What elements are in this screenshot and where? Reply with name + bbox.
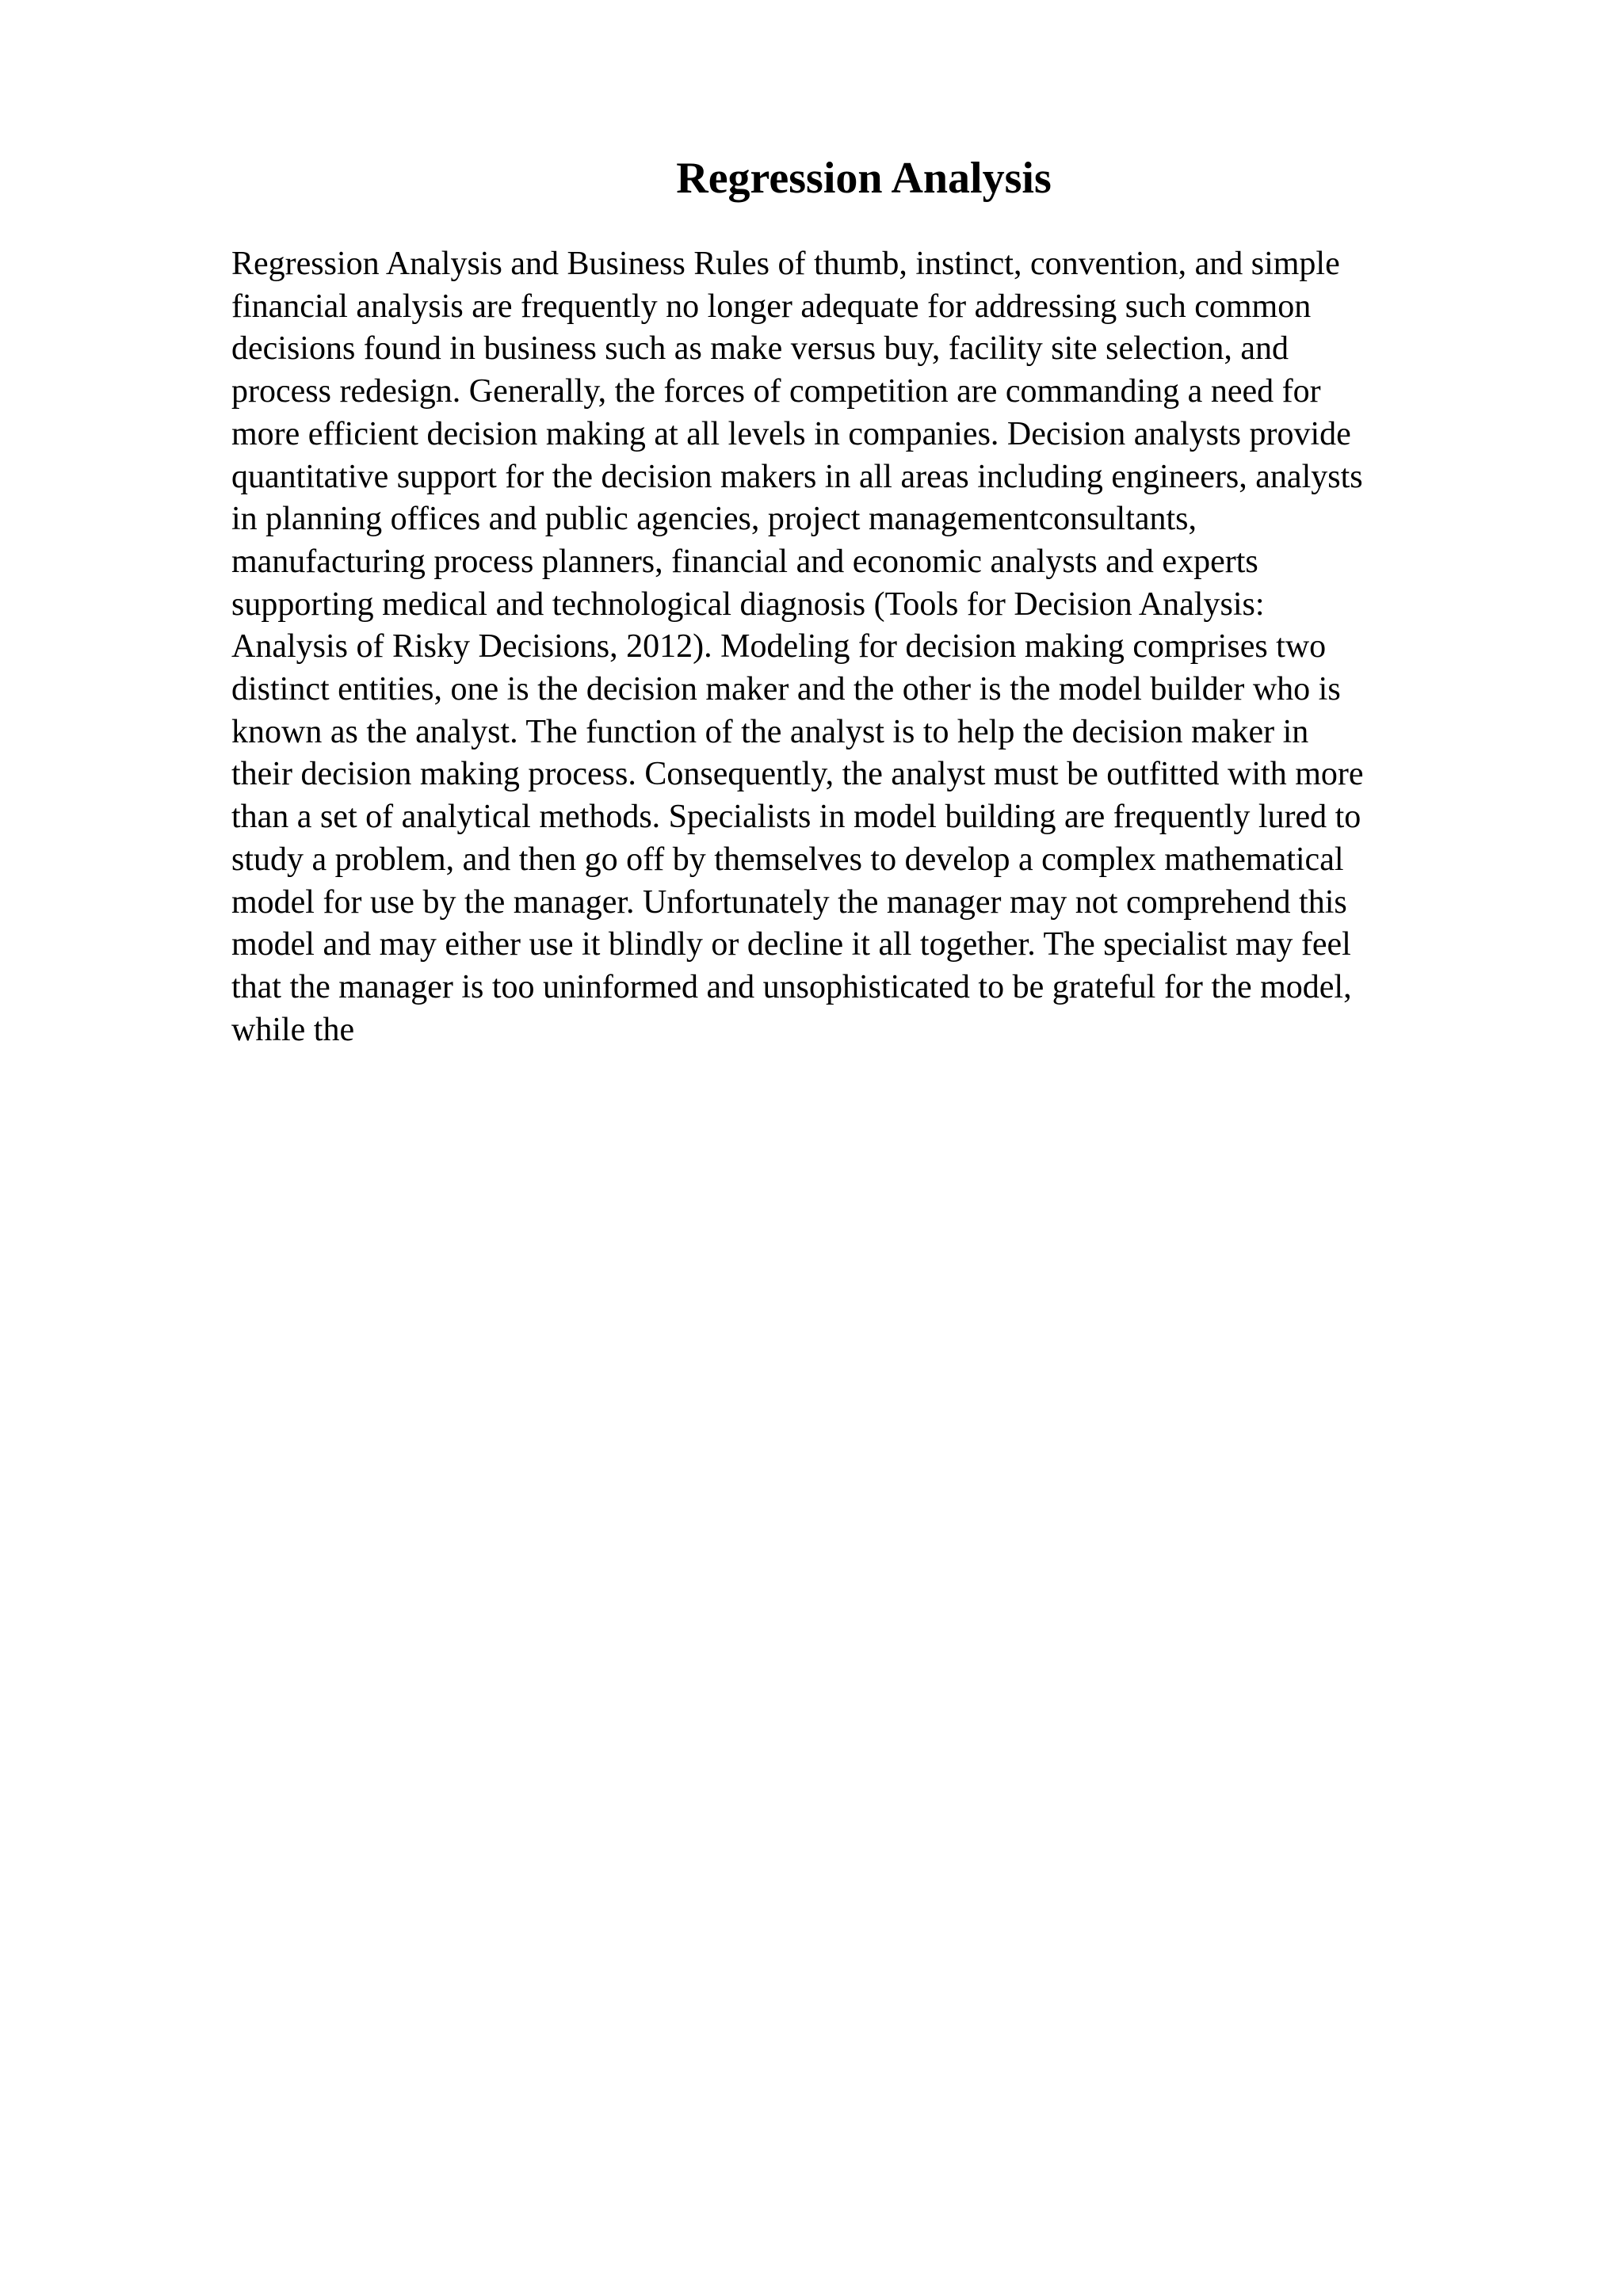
document-title: Regression Analysis [676, 154, 1052, 203]
body-paragraph [231, 243, 1515, 1051]
body-line: than a set of analytical methods. Specialists in model building are frequently lured to [231, 799, 1361, 836]
body-line: while the [231, 1011, 355, 1048]
body-line: process redesign. Generally, the forces of competition are commanding a need for [231, 373, 1321, 410]
body-line: distinct entities, one is the decision maker and the other is the model builder who is [231, 671, 1341, 708]
body-line: manufacturing process planners, financial and economic analysts and experts [231, 543, 1258, 580]
body-line: Regression Analysis and Business Rules of thumb, instinct, convention, and simple [231, 246, 1340, 282]
body-line: model and may either use it blindly or decline it all together. The specialist may feel [231, 926, 1351, 963]
body-line: their decision making process. Consequently, the analyst must be outfitted with more [231, 756, 1364, 793]
body-line: in planning offices and public agencies, project managementconsultants, [231, 501, 1197, 538]
body-line: study a problem, and then go off by themselves to develop a complex mathematical [231, 841, 1344, 878]
body-line: that the manager is too uninformed and unsophisticated to be grateful for the model, [231, 968, 1352, 1005]
body-line: supporting medical and technological diagnosis (Tools for Decision Analysis: [231, 585, 1265, 623]
body-line: more efficient decision making at all levels in companies. Decision analysts provide [231, 415, 1351, 452]
body-line: known as the analyst. The function of the analyst is to help the decision maker in [231, 713, 1309, 750]
body-line: model for use by the manager. Unfortunately the manager may not comprehend this [231, 883, 1347, 921]
body-line: Analysis of Risky Decisions, 2012). Modeling for decision making comprises two [231, 628, 1327, 666]
body-line: financial analysis are frequently no longer adequate for addressing such common [231, 288, 1312, 325]
body-line: decisions found in business such as make versus buy, facility site selection, and [231, 330, 1289, 368]
body-line: quantitative support for the decision makers in all areas including engineers, analysts [231, 458, 1363, 495]
